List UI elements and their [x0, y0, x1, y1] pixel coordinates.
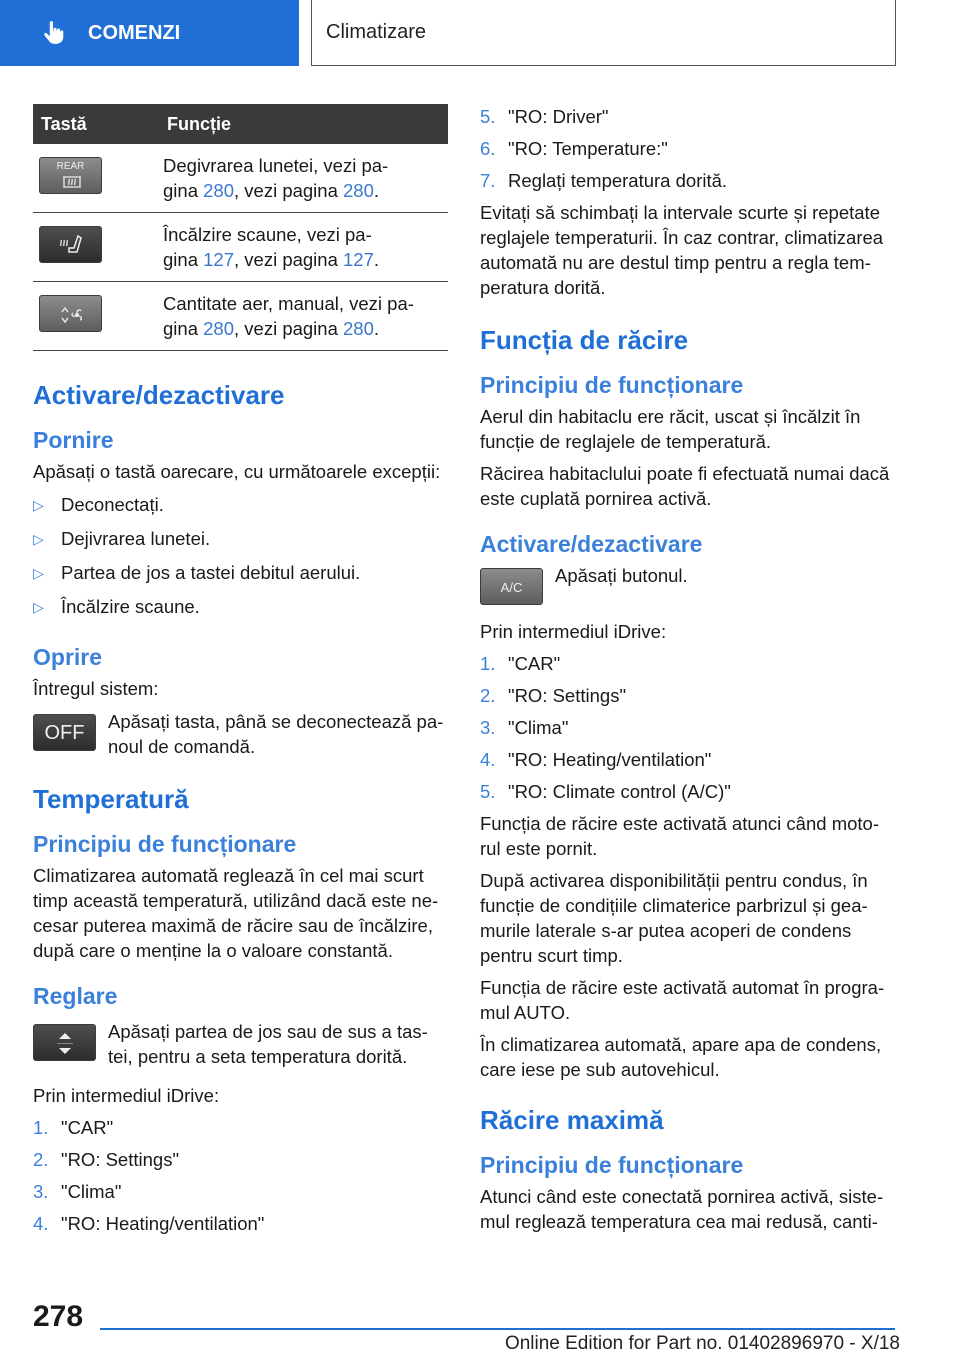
- temperature-rocker-icon: [33, 1024, 96, 1061]
- list-item: ▷ Deconectați.: [33, 492, 448, 518]
- page-ref-link[interactable]: 280: [343, 318, 374, 339]
- section-title: Climatizare: [311, 0, 896, 66]
- page-ref-link[interactable]: 280: [203, 180, 234, 201]
- page-ref-link[interactable]: 280: [203, 318, 234, 339]
- list-item: ▷ Dejivrarea lunetei.: [33, 526, 448, 552]
- list-item: 2. "RO: Settings": [33, 1149, 180, 1170]
- hand-pointer-icon: [40, 20, 66, 46]
- racire-maxima-text: Atunci când este conectată pornirea activă, siste-mul reglează temperatura cea mai redusă, canti-: [480, 1186, 884, 1232]
- page-ref-link[interactable]: 280: [343, 180, 374, 201]
- list-item: 3. "Clima": [480, 717, 569, 738]
- right-column: [480, 100, 895, 1241]
- list-item: 4. "RO: Heating/ventilation": [33, 1213, 265, 1234]
- triangle-bullet-icon: ▷: [33, 599, 44, 615]
- list-item: 6. "RO: Temperature:": [480, 138, 668, 159]
- ac-instruction: Apăsați butonul.: [555, 565, 688, 586]
- heading-principiu: Principiu de funcționare: [33, 831, 297, 857]
- list-item: 1. "CAR": [33, 1117, 114, 1138]
- heading-temperatura: Temperatură: [33, 784, 189, 814]
- page-ref-link[interactable]: 127: [343, 249, 374, 270]
- key-function-table: [33, 104, 448, 351]
- edition-text: Online Edition for Part no. 01402896970 - X/18: [504, 1333, 900, 1354]
- pornire-text: Apăsați o tastă oarecare, cu următoarele excepții:: [33, 461, 441, 482]
- heading-activare: Activare/dezactivare: [33, 380, 285, 410]
- seat-heating-icon: [39, 226, 102, 263]
- heading-activare: Activare/dezactivare: [480, 531, 703, 557]
- idrive-text: Prin intermediul iDrive:: [480, 621, 667, 642]
- heading-oprire: Oprire: [33, 644, 103, 670]
- chapter-title: COMENZI: [88, 21, 181, 44]
- list-item: ▷ Partea de jos a tastei debitul aerului.: [33, 560, 448, 586]
- heading-principiu: Principiu de funcționare: [480, 372, 744, 398]
- off-key-icon: OFF: [33, 714, 96, 751]
- principiu-text: Climatizarea automată reglează în cel mai scurt timp această temperatură, utilizând dacă este ne-cesar puterea maximă de răcire sau de încălzire, după care o menține la o valoare constantă.: [33, 865, 439, 961]
- list-item: ▷ Încălzire scaune.: [33, 594, 448, 620]
- dupa-text: După activarea disponibilității pentru condus, în funcție de condițiile climaterice parbrizul și gea-murile laterale s-ar putea acoperi de condens pentru scurt timp.: [480, 870, 868, 966]
- list-item: 1. "CAR": [480, 653, 561, 674]
- list-item: 5. "RO: Climate control (A/C)": [480, 781, 731, 802]
- list-item: 5. "RO: Driver": [480, 106, 609, 127]
- reglare-instruction: Apăsați partea de jos sau de sus a tas-tei, pentru a seta temperatura dorită.: [108, 1021, 428, 1067]
- table-header-key: Tastă: [33, 104, 159, 144]
- principiu-p2: Răcirea habitaclului poate fi efectuată numai dacă este cuplată pornirea activă.: [480, 463, 890, 509]
- list-item: 2. "RO: Settings": [480, 685, 627, 706]
- oprire-instruction: Apăsați tasta, până se deconectează pa-noul de comandă.: [108, 711, 444, 757]
- triangle-bullet-icon: ▷: [33, 565, 44, 581]
- evitati-text: Evitați să schimbați la intervale scurte și repetate reglajele temperaturii. În caz contrar, climatizarea automată nu are destul timp pentru a regla tem-peratura dorită.: [480, 202, 884, 298]
- heading-racire-maxima: Răcire maximă: [480, 1105, 664, 1135]
- page-ref-link[interactable]: 127: [203, 249, 234, 270]
- footer-divider: [100, 1328, 895, 1330]
- heading-reglare: Reglare: [33, 983, 118, 1009]
- table-cell-text: Cantitate aer, manual, vezi pa-: [163, 293, 414, 314]
- page-number: 278: [33, 1300, 84, 1333]
- table-row: Încălzire scaune, vezi pa- gina 127, vezi pagina 127.: [33, 213, 448, 282]
- table-cell-text: Degivrarea lunetei, vezi pa-: [163, 155, 389, 176]
- triangle-bullet-icon: ▷: [33, 531, 44, 547]
- ac-key-icon: A/C: [480, 568, 543, 605]
- idrive-text: Prin intermediul iDrive:: [33, 1085, 220, 1106]
- oprire-text: Întregul sistem:: [33, 678, 159, 699]
- table-row: Cantitate aer, manual, vezi pa- gina 280, vezi pagina 280.: [33, 282, 448, 351]
- table-row: REAR Degivrarea lunetei, vezi pa- gina 280, vezi pagina 280.: [33, 144, 448, 213]
- air-volume-icon: [39, 295, 102, 332]
- heading-pornire: Pornire: [33, 427, 114, 453]
- list-item: 3. "Clima": [33, 1181, 122, 1202]
- triangle-bullet-icon: ▷: [33, 497, 44, 513]
- auto-text: Funcția de răcire este activată automat în progra-mul AUTO.: [480, 977, 885, 1023]
- condens-text: În climatizarea automată, apare apa de condens, care iese pe sub autovehicul.: [480, 1034, 882, 1080]
- list-item: 7. Reglați temperatura dorită.: [480, 170, 728, 191]
- principiu-p1: Aerul din habitaclu ere răcit, uscat și încălzit în funcție de reglajele de temperatură.: [480, 406, 861, 452]
- activata-text: Funcția de răcire este activată atunci când moto-rul este pornit.: [480, 813, 879, 859]
- table-cell-text: Încălzire scaune, vezi pa-: [163, 224, 372, 245]
- chapter-tab[interactable]: [0, 0, 299, 66]
- heading-racire: Funcția de răcire: [480, 325, 689, 355]
- table-header-function: Funcție: [159, 104, 448, 144]
- list-item: 4. "RO: Heating/ventilation": [480, 749, 712, 770]
- heading-principiu-2: Principiu de funcționare: [480, 1152, 744, 1178]
- left-column: [33, 100, 448, 1243]
- rear-defrost-icon: REAR: [39, 157, 102, 194]
